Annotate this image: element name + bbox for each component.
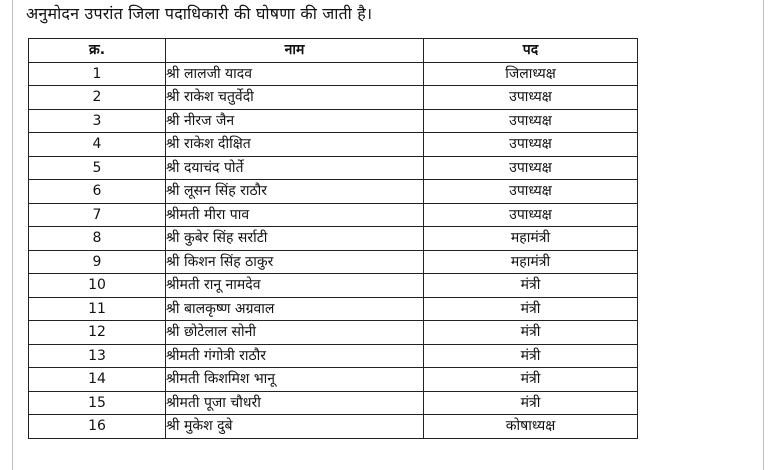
row-post: उपाध्यक्ष: [424, 156, 638, 180]
table-row: [29, 156, 638, 180]
table-row: [29, 274, 638, 298]
row-serial: 13: [29, 344, 166, 368]
row-name: श्रीमती पूजा चौधरी: [166, 391, 424, 415]
row-post: मंत्री: [424, 368, 638, 392]
header-post: पद: [424, 39, 638, 63]
table-row: [29, 250, 638, 274]
row-post: उपाध्यक्ष: [424, 86, 638, 110]
row-post: मंत्री: [424, 391, 638, 415]
row-serial: 1: [29, 62, 166, 86]
row-serial: 12: [29, 321, 166, 345]
table-row: [29, 62, 638, 86]
row-name: श्रीमती किशमिश भानू: [166, 368, 424, 392]
table-row: [29, 344, 638, 368]
table-row: [29, 321, 638, 345]
row-serial: 2: [29, 86, 166, 110]
row-name: श्रीमती रानू नामदेव: [166, 274, 424, 298]
row-name: श्री बालकृष्ण अग्रवाल: [166, 297, 424, 321]
row-post: मंत्री: [424, 274, 638, 298]
table-row: [29, 391, 638, 415]
row-post: जिलाध्यक्ष: [424, 62, 638, 86]
table-row: [29, 109, 638, 133]
row-name: श्री छोटेलाल सोनी: [166, 321, 424, 345]
row-name: श्री लालजी यादव: [166, 62, 424, 86]
row-serial: 14: [29, 368, 166, 392]
office-bearers-table: [28, 38, 638, 439]
row-name: श्री लूसन सिंह राठौर: [166, 180, 424, 204]
table-row: [29, 180, 638, 204]
row-serial: 9: [29, 250, 166, 274]
row-serial: 10: [29, 274, 166, 298]
row-name: श्री मुकेश दुबे: [166, 415, 424, 439]
row-post: उपाध्यक्ष: [424, 109, 638, 133]
row-name: श्री दयाचंद पोर्ते: [166, 156, 424, 180]
row-post: उपाध्यक्ष: [424, 180, 638, 204]
row-post: कोषाध्यक्ष: [424, 415, 638, 439]
row-post: महामंत्री: [424, 227, 638, 251]
header-serial: क्र.: [29, 39, 166, 63]
row-name: श्री राकेश चतुर्वेदी: [166, 86, 424, 110]
row-post: उपाध्यक्ष: [424, 133, 638, 157]
row-name: श्री किशन सिंह ठाकुर: [166, 250, 424, 274]
table-row: [29, 368, 638, 392]
table-header-row: [29, 39, 638, 63]
row-post: उपाध्यक्ष: [424, 203, 638, 227]
row-serial: 5: [29, 156, 166, 180]
row-name: श्रीमती गंगोत्री राठौर: [166, 344, 424, 368]
row-post: मंत्री: [424, 344, 638, 368]
table-row: [29, 297, 638, 321]
row-name: श्री नीरज जैन: [166, 109, 424, 133]
row-post: मंत्री: [424, 321, 638, 345]
row-serial: 3: [29, 109, 166, 133]
row-serial: 8: [29, 227, 166, 251]
row-name: श्री कुबेर सिंह सर्राटी: [166, 227, 424, 251]
row-serial: 11: [29, 297, 166, 321]
header-name: नाम: [166, 39, 424, 63]
row-name: श्रीमती मीरा पाव: [166, 203, 424, 227]
intro-text: अनुमोदन उपरांत जिला पदाधिकारी की घोषणा की जाती है।: [26, 4, 373, 23]
table-row: [29, 133, 638, 157]
table-row: [29, 415, 638, 439]
row-serial: 7: [29, 203, 166, 227]
row-post: महामंत्री: [424, 250, 638, 274]
table-row: [29, 203, 638, 227]
row-name: श्री राकेश दीक्षित: [166, 133, 424, 157]
row-serial: 4: [29, 133, 166, 157]
row-post: मंत्री: [424, 297, 638, 321]
table-row: [29, 86, 638, 110]
table-row: [29, 227, 638, 251]
row-serial: 6: [29, 180, 166, 204]
row-serial: 15: [29, 391, 166, 415]
row-serial: 16: [29, 415, 166, 439]
